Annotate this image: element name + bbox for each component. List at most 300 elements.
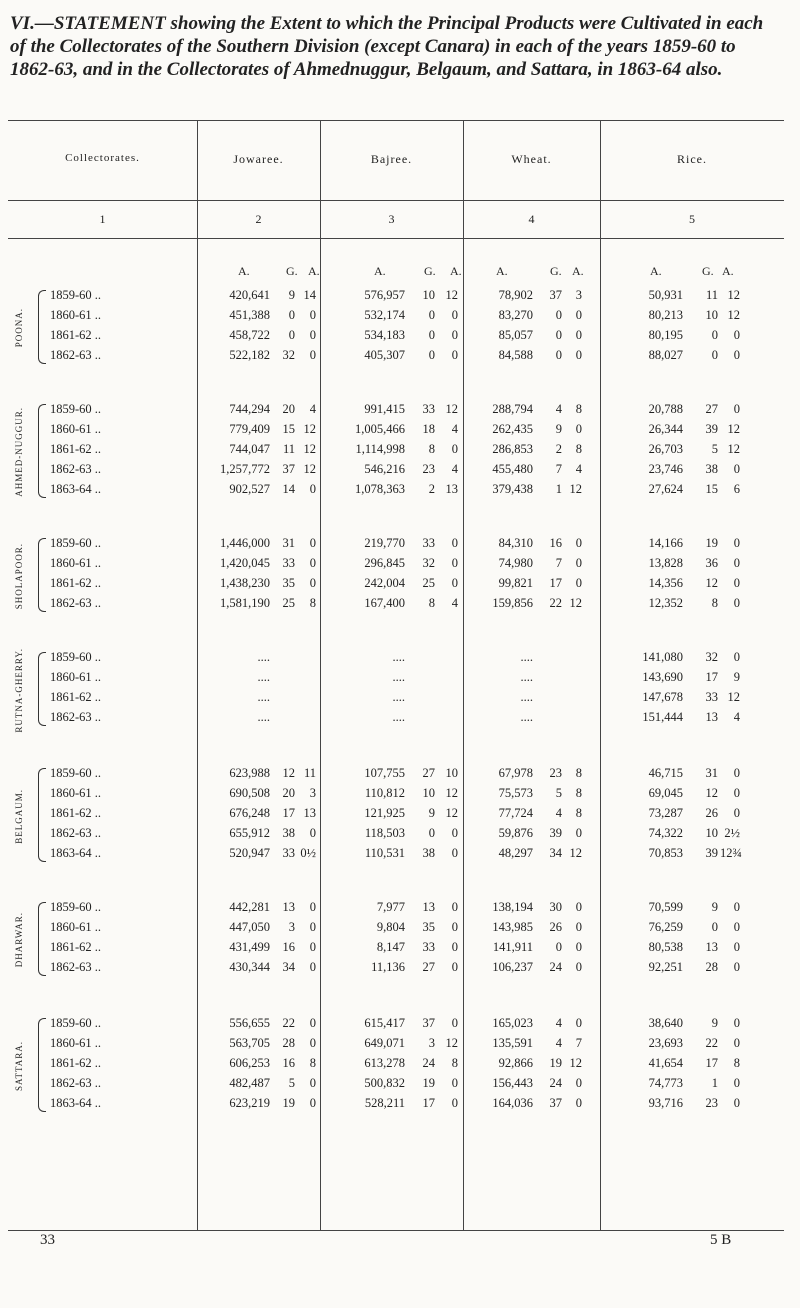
unit-jowaree-gunthas: G. xyxy=(286,264,298,278)
rice-annas-cell: 0 xyxy=(733,462,740,476)
year-cell: 1859-60 .. xyxy=(50,288,102,302)
wheat-gunthas-cell: 7 xyxy=(555,462,562,476)
bajree-acres-cell: 613,278 xyxy=(364,1056,405,1070)
table-row xyxy=(8,536,784,554)
collectorate-group xyxy=(8,536,784,616)
jowaree-acres-cell: 1,420,045 xyxy=(220,556,270,570)
bajree-gunthas-cell: 33 xyxy=(422,940,435,954)
rice-acres-cell: 70,599 xyxy=(648,900,683,914)
wheat-acres-cell: 67,978 xyxy=(498,766,533,780)
rice-gunthas-cell: 36 xyxy=(705,556,718,570)
district-label: POONA. xyxy=(14,308,24,348)
rice-gunthas-cell: 9 xyxy=(711,900,718,914)
table-row xyxy=(8,1016,784,1034)
wheat-annas-cell: 4 xyxy=(575,462,582,476)
year-cell: 1860-61 .. xyxy=(50,308,102,322)
jowaree-annas-cell: 12 xyxy=(303,462,316,476)
rice-gunthas-cell: 13 xyxy=(705,710,718,724)
rice-acres-cell: 141,080 xyxy=(642,650,683,664)
table-row xyxy=(8,348,784,366)
table-row xyxy=(8,806,784,824)
jowaree-annas-cell: 14 xyxy=(303,288,316,302)
jowaree-gunthas-cell: 20 xyxy=(282,402,295,416)
rice-gunthas-cell: 33 xyxy=(705,690,718,704)
bajree-annas-cell: 0 xyxy=(451,328,458,342)
header-bajree: Bajree. xyxy=(370,152,413,166)
rice-annas-cell: 0 xyxy=(733,348,740,362)
rice-gunthas-cell: 0 xyxy=(711,920,718,934)
year-cell: 1861-62 .. xyxy=(50,690,102,704)
jowaree-acres-cell: .... xyxy=(257,690,270,704)
year-cell: 1862-63 .. xyxy=(50,960,102,974)
rice-acres-cell: 26,344 xyxy=(648,422,683,436)
rice-annas-cell: 12 xyxy=(727,442,740,456)
year-cell: 1861-62 .. xyxy=(50,1056,102,1070)
jowaree-acres-cell: 431,499 xyxy=(229,940,270,954)
wheat-acres-cell: 156,443 xyxy=(492,1076,533,1090)
rice-gunthas-cell: 1 xyxy=(711,1076,718,1090)
jowaree-acres-cell: 1,581,190 xyxy=(220,596,270,610)
jowaree-gunthas-cell: 16 xyxy=(282,940,295,954)
wheat-gunthas-cell: 16 xyxy=(549,536,562,550)
rice-annas-cell: 0 xyxy=(733,960,740,974)
wheat-gunthas-cell: 5 xyxy=(555,786,562,800)
rice-acres-cell: 80,195 xyxy=(648,328,683,342)
wheat-acres-cell: 135,591 xyxy=(492,1036,533,1050)
jowaree-gunthas-cell: 28 xyxy=(282,1036,295,1050)
rice-gunthas-cell: 9 xyxy=(711,1016,718,1030)
jowaree-annas-cell: 8 xyxy=(309,1056,316,1070)
wheat-annas-cell: 0 xyxy=(575,328,582,342)
bajree-annas-cell: 12 xyxy=(445,402,458,416)
rice-annas-cell: 0 xyxy=(733,1076,740,1090)
bajree-annas-cell: 0 xyxy=(451,576,458,590)
rice-annas-cell: 12¾ xyxy=(720,846,742,860)
bajree-acres-cell: .... xyxy=(392,670,405,684)
wheat-gunthas-cell: 0 xyxy=(555,308,562,322)
rice-annas-cell: 9 xyxy=(733,670,740,684)
bajree-annas-cell: 0 xyxy=(451,846,458,860)
bajree-acres-cell: .... xyxy=(392,650,405,664)
unit-wheat-acres: A. xyxy=(496,264,508,278)
table-row xyxy=(8,940,784,958)
jowaree-acres-cell: 655,912 xyxy=(229,826,270,840)
rice-annas-cell: 12 xyxy=(727,690,740,704)
jowaree-annas-cell: 13 xyxy=(303,806,316,820)
year-cell: 1863-64 .. xyxy=(50,1096,102,1110)
bajree-annas-cell: 0 xyxy=(451,960,458,974)
rice-acres-cell: 147,678 xyxy=(642,690,683,704)
rice-annas-cell: 0 xyxy=(733,1096,740,1110)
table-row xyxy=(8,650,784,668)
rice-acres-cell: 41,654 xyxy=(648,1056,683,1070)
bajree-gunthas-cell: 10 xyxy=(422,288,435,302)
jowaree-annas-cell: 0 xyxy=(309,556,316,570)
rice-gunthas-cell: 38 xyxy=(705,462,718,476)
district-label: BELGAUM. xyxy=(14,788,24,844)
wheat-acres-cell: 75,573 xyxy=(498,786,533,800)
rice-acres-cell: 26,703 xyxy=(648,442,683,456)
bajree-gunthas-cell: 13 xyxy=(422,900,435,914)
district-label: AHMED-NUGGUR. xyxy=(14,407,24,497)
rice-acres-cell: 23,746 xyxy=(648,462,683,476)
bajree-acres-cell: 534,183 xyxy=(364,328,405,342)
year-cell: 1860-61 .. xyxy=(50,670,102,684)
jowaree-gunthas-cell: 35 xyxy=(282,576,295,590)
jowaree-annas-cell: 11 xyxy=(303,766,316,780)
wheat-acres-cell: .... xyxy=(520,650,533,664)
colnum-2: 2 xyxy=(255,212,262,226)
rice-annas-cell: 0 xyxy=(733,596,740,610)
bajree-acres-cell: 576,957 xyxy=(364,288,405,302)
wheat-acres-cell: 74,980 xyxy=(498,556,533,570)
colnum-bottom-rule xyxy=(8,238,784,239)
bajree-acres-cell: 1,078,363 xyxy=(355,482,405,496)
jowaree-gunthas-cell: 15 xyxy=(282,422,295,436)
rice-annas-cell: 0 xyxy=(733,806,740,820)
jowaree-gunthas-cell: 16 xyxy=(282,1056,295,1070)
jowaree-acres-cell: 522,182 xyxy=(229,348,270,362)
year-cell: 1862-63 .. xyxy=(50,348,102,362)
bajree-annas-cell: 12 xyxy=(445,288,458,302)
bajree-acres-cell: 121,925 xyxy=(364,806,405,820)
bajree-acres-cell: 405,307 xyxy=(364,348,405,362)
bajree-annas-cell: 0 xyxy=(451,1096,458,1110)
jowaree-acres-cell: 458,722 xyxy=(229,328,270,342)
unit-rice-annas: A. xyxy=(722,264,734,278)
bajree-gunthas-cell: 33 xyxy=(422,536,435,550)
rice-annas-cell: 0 xyxy=(733,1036,740,1050)
table-row xyxy=(8,1056,784,1074)
bajree-gunthas-cell: 38 xyxy=(422,846,435,860)
unit-wheat-annas: A. xyxy=(572,264,584,278)
year-cell: 1863-64 .. xyxy=(50,482,102,496)
rice-acres-cell: 74,773 xyxy=(648,1076,683,1090)
bajree-gunthas-cell: 19 xyxy=(422,1076,435,1090)
wheat-annas-cell: 8 xyxy=(575,786,582,800)
district-label: SHOLAPOOR. xyxy=(14,542,24,610)
wheat-acres-cell: 164,036 xyxy=(492,1096,533,1110)
rice-gunthas-cell: 39 xyxy=(705,422,718,436)
rice-acres-cell: 12,352 xyxy=(648,596,683,610)
jowaree-gunthas-cell: 25 xyxy=(282,596,295,610)
rice-acres-cell: 143,690 xyxy=(642,670,683,684)
table-row xyxy=(8,920,784,938)
bajree-acres-cell: 167,400 xyxy=(364,596,405,610)
bajree-gunthas-cell: 2 xyxy=(428,482,435,496)
jowaree-annas-cell: 0 xyxy=(309,536,316,550)
bajree-acres-cell: 1,114,998 xyxy=(355,442,405,456)
collectorate-group xyxy=(8,647,784,733)
table-row xyxy=(8,710,784,728)
jowaree-annas-cell: 0 xyxy=(309,960,316,974)
rice-acres-cell: 50,931 xyxy=(648,288,683,302)
collectorate-group xyxy=(8,1016,784,1116)
unit-rice-acres: A. xyxy=(650,264,662,278)
bajree-gunthas-cell: 35 xyxy=(422,920,435,934)
rice-gunthas-cell: 27 xyxy=(705,402,718,416)
table-row xyxy=(8,422,784,440)
year-cell: 1861-62 .. xyxy=(50,442,102,456)
wheat-acres-cell: 262,435 xyxy=(492,422,533,436)
jowaree-gunthas-cell: 14 xyxy=(282,482,295,496)
wheat-gunthas-cell: 4 xyxy=(555,1016,562,1030)
bajree-annas-cell: 12 xyxy=(445,786,458,800)
rice-annas-cell: 2½ xyxy=(724,826,740,840)
year-cell: 1859-60 .. xyxy=(50,536,102,550)
rice-gunthas-cell: 31 xyxy=(705,766,718,780)
bajree-gunthas-cell: 8 xyxy=(428,442,435,456)
bajree-acres-cell: 1,005,466 xyxy=(355,422,405,436)
unit-jowaree-annas: A. xyxy=(308,264,320,278)
wheat-gunthas-cell: 24 xyxy=(549,1076,562,1090)
rice-acres-cell: 46,715 xyxy=(648,766,683,780)
table-row xyxy=(8,328,784,346)
jowaree-gunthas-cell: 33 xyxy=(282,556,295,570)
rice-annas-cell: 6 xyxy=(733,482,740,496)
bajree-gunthas-cell: 27 xyxy=(422,766,435,780)
jowaree-acres-cell: 520,947 xyxy=(229,846,270,860)
jowaree-acres-cell: 447,050 xyxy=(229,920,270,934)
bajree-acres-cell: 7,977 xyxy=(376,900,405,914)
jowaree-acres-cell: 556,655 xyxy=(229,1016,270,1030)
wheat-gunthas-cell: 4 xyxy=(555,806,562,820)
table-row xyxy=(8,576,784,594)
table-row xyxy=(8,766,784,784)
collectorate-group xyxy=(8,900,784,980)
wheat-gunthas-cell: 0 xyxy=(555,348,562,362)
rice-gunthas-cell: 19 xyxy=(705,536,718,550)
jowaree-gunthas-cell: 33 xyxy=(282,846,295,860)
year-cell: 1859-60 .. xyxy=(50,900,102,914)
bajree-gunthas-cell: 0 xyxy=(428,348,435,362)
rice-gunthas-cell: 12 xyxy=(705,786,718,800)
bajree-gunthas-cell: 0 xyxy=(428,826,435,840)
jowaree-gunthas-cell: 19 xyxy=(282,1096,295,1110)
jowaree-annas-cell: 0 xyxy=(309,826,316,840)
jowaree-annas-cell: 0 xyxy=(309,1076,316,1090)
rice-annas-cell: 0 xyxy=(733,1016,740,1030)
rice-annas-cell: 8 xyxy=(733,1056,740,1070)
jowaree-gunthas-cell: 20 xyxy=(282,786,295,800)
jowaree-acres-cell: 482,487 xyxy=(229,1076,270,1090)
jowaree-acres-cell: 606,253 xyxy=(229,1056,270,1070)
rice-gunthas-cell: 15 xyxy=(705,482,718,496)
unit-bajree-acres: A. xyxy=(374,264,386,278)
bajree-annas-cell: 12 xyxy=(445,1036,458,1050)
year-cell: 1862-63 .. xyxy=(50,710,102,724)
district-label: RUTNA-GHERRY. xyxy=(14,647,24,733)
year-cell: 1861-62 .. xyxy=(50,940,102,954)
header-bottom-rule xyxy=(8,200,784,201)
header-wheat: Wheat. xyxy=(511,152,552,166)
jowaree-gunthas-cell: 17 xyxy=(282,806,295,820)
jowaree-gunthas-cell: 37 xyxy=(282,462,295,476)
rice-gunthas-cell: 28 xyxy=(705,960,718,974)
table-row xyxy=(8,288,784,306)
jowaree-annas-cell: 0 xyxy=(309,940,316,954)
jowaree-gunthas-cell: 31 xyxy=(282,536,295,550)
bajree-annas-cell: 0 xyxy=(451,920,458,934)
rice-gunthas-cell: 0 xyxy=(711,328,718,342)
bajree-acres-cell: 532,174 xyxy=(364,308,405,322)
bajree-gunthas-cell: 23 xyxy=(422,462,435,476)
table-row xyxy=(8,900,784,918)
wheat-acres-cell: 159,856 xyxy=(492,596,533,610)
jowaree-gunthas-cell: 22 xyxy=(282,1016,295,1030)
year-cell: 1860-61 .. xyxy=(50,422,102,436)
table-row xyxy=(8,1076,784,1094)
bajree-annas-cell: 0 xyxy=(451,826,458,840)
wheat-acres-cell: 83,270 xyxy=(498,308,533,322)
bajree-annas-cell: 0 xyxy=(451,1076,458,1090)
jowaree-acres-cell: 744,294 xyxy=(229,402,270,416)
wheat-acres-cell: 85,057 xyxy=(498,328,533,342)
bajree-annas-cell: 0 xyxy=(451,940,458,954)
year-cell: 1859-60 .. xyxy=(50,766,102,780)
jowaree-annas-cell: 0 xyxy=(309,576,316,590)
wheat-annas-cell: 7 xyxy=(575,1036,582,1050)
header-jowaree: Jowaree. xyxy=(233,152,284,166)
rice-acres-cell: 69,045 xyxy=(648,786,683,800)
wheat-gunthas-cell: 1 xyxy=(555,482,562,496)
jowaree-acres-cell: 744,047 xyxy=(229,442,270,456)
page-title: VI.—STATEMENT showing the Extent to which the Principal Products were Cultivated in each of the Collectorates of the Southern Division (except Canara) in each of the years 1859-60 to 1862-63, and in the Collectorates of Ahmednuggur, Belgaum, and Sattara, in 1863-64 also. xyxy=(10,13,764,80)
wheat-acres-cell: .... xyxy=(520,690,533,704)
wheat-acres-cell: 59,876 xyxy=(498,826,533,840)
jowaree-annas-cell: 12 xyxy=(303,442,316,456)
jowaree-acres-cell: .... xyxy=(257,670,270,684)
wheat-annas-cell: 0 xyxy=(575,576,582,590)
rice-gunthas-cell: 12 xyxy=(705,576,718,590)
year-cell: 1860-61 .. xyxy=(50,920,102,934)
bajree-acres-cell: 8,147 xyxy=(376,940,405,954)
rice-gunthas-cell: 0 xyxy=(711,348,718,362)
table-row xyxy=(8,1096,784,1114)
year-cell: 1859-60 .. xyxy=(50,402,102,416)
table-row xyxy=(8,308,784,326)
jowaree-annas-cell: 8 xyxy=(309,596,316,610)
table-row xyxy=(8,596,784,614)
year-cell: 1862-63 .. xyxy=(50,1076,102,1090)
rice-gunthas-cell: 39 xyxy=(705,846,718,860)
wheat-gunthas-cell: 22 xyxy=(549,596,562,610)
bajree-acres-cell: 9,804 xyxy=(376,920,405,934)
wheat-acres-cell: 165,023 xyxy=(492,1016,533,1030)
bajree-annas-cell: 4 xyxy=(451,422,458,436)
jowaree-gunthas-cell: 13 xyxy=(282,900,295,914)
rice-acres-cell: 80,538 xyxy=(648,940,683,954)
wheat-acres-cell: 84,588 xyxy=(498,348,533,362)
rice-acres-cell: 73,287 xyxy=(648,806,683,820)
bajree-acres-cell: 118,503 xyxy=(364,826,405,840)
table-row xyxy=(8,556,784,574)
bajree-gunthas-cell: 9 xyxy=(428,806,435,820)
wheat-gunthas-cell: 0 xyxy=(555,328,562,342)
wheat-gunthas-cell: 0 xyxy=(555,940,562,954)
district-label: DHARWAR. xyxy=(14,912,24,968)
table-row xyxy=(8,786,784,804)
unit-bajree-annas: A. xyxy=(450,264,462,278)
jowaree-acres-cell: 676,248 xyxy=(229,806,270,820)
rice-annas-cell: 0 xyxy=(733,650,740,664)
bajree-gunthas-cell: 8 xyxy=(428,596,435,610)
bajree-acres-cell: 219,770 xyxy=(364,536,405,550)
bajree-annas-cell: 0 xyxy=(451,556,458,570)
rice-annas-cell: 0 xyxy=(733,328,740,342)
rice-acres-cell: 88,027 xyxy=(648,348,683,362)
rice-acres-cell: 23,693 xyxy=(648,1036,683,1050)
jowaree-annas-cell: 0 xyxy=(309,1096,316,1110)
jowaree-acres-cell: .... xyxy=(257,710,270,724)
year-cell: 1860-61 .. xyxy=(50,786,102,800)
rice-acres-cell: 74,322 xyxy=(648,826,683,840)
bajree-annas-cell: 4 xyxy=(451,462,458,476)
bajree-acres-cell: 11,136 xyxy=(371,960,405,974)
wheat-gunthas-cell: 4 xyxy=(555,1036,562,1050)
wheat-annas-cell: 0 xyxy=(575,900,582,914)
jowaree-gunthas-cell: 12 xyxy=(282,766,295,780)
wheat-annas-cell: 0 xyxy=(575,826,582,840)
bajree-gunthas-cell: 25 xyxy=(422,576,435,590)
wheat-gunthas-cell: 24 xyxy=(549,960,562,974)
rice-gunthas-cell: 13 xyxy=(705,940,718,954)
bajree-acres-cell: .... xyxy=(392,690,405,704)
district-label: SATTARA. xyxy=(14,1040,24,1092)
bajree-gunthas-cell: 10 xyxy=(422,786,435,800)
bajree-acres-cell: 242,004 xyxy=(364,576,405,590)
wheat-gunthas-cell: 7 xyxy=(555,556,562,570)
bajree-gunthas-cell: 17 xyxy=(422,1096,435,1110)
table-row xyxy=(8,690,784,708)
year-cell: 1862-63 .. xyxy=(50,826,102,840)
jowaree-annas-cell: 4 xyxy=(309,402,316,416)
wheat-acres-cell: 84,310 xyxy=(498,536,533,550)
rice-acres-cell: 70,853 xyxy=(648,846,683,860)
colnum-1: 1 xyxy=(99,212,106,226)
jowaree-acres-cell: 420,641 xyxy=(229,288,270,302)
year-cell: 1863-64 .. xyxy=(50,846,102,860)
rice-gunthas-cell: 5 xyxy=(711,442,718,456)
rice-gunthas-cell: 26 xyxy=(705,806,718,820)
wheat-gunthas-cell: 2 xyxy=(555,442,562,456)
bajree-acres-cell: .... xyxy=(392,710,405,724)
bajree-gunthas-cell: 37 xyxy=(422,1016,435,1030)
year-cell: 1860-61 .. xyxy=(50,556,102,570)
wheat-annas-cell: 0 xyxy=(575,422,582,436)
header-collectorates: Collectorates. xyxy=(65,152,140,164)
rice-annas-cell: 0 xyxy=(733,576,740,590)
wheat-annas-cell: 8 xyxy=(575,442,582,456)
wheat-acres-cell: .... xyxy=(520,670,533,684)
wheat-annas-cell: 0 xyxy=(575,920,582,934)
jowaree-annas-cell: 0 xyxy=(309,1016,316,1030)
collectorate-group xyxy=(8,288,784,368)
wheat-annas-cell: 12 xyxy=(569,482,582,496)
jowaree-annas-cell: 0 xyxy=(309,482,316,496)
wheat-gunthas-cell: 4 xyxy=(555,402,562,416)
wheat-gunthas-cell: 37 xyxy=(549,1096,562,1110)
wheat-gunthas-cell: 39 xyxy=(549,826,562,840)
year-cell: 1860-61 .. xyxy=(50,1036,102,1050)
wheat-annas-cell: 8 xyxy=(575,402,582,416)
colnum-5: 5 xyxy=(689,212,695,226)
rice-gunthas-cell: 17 xyxy=(705,670,718,684)
wheat-annas-cell: 0 xyxy=(575,556,582,570)
jowaree-annas-cell: 3 xyxy=(309,786,316,800)
year-cell: 1861-62 .. xyxy=(50,328,102,342)
unit-wheat-gunthas: G. xyxy=(550,264,562,278)
